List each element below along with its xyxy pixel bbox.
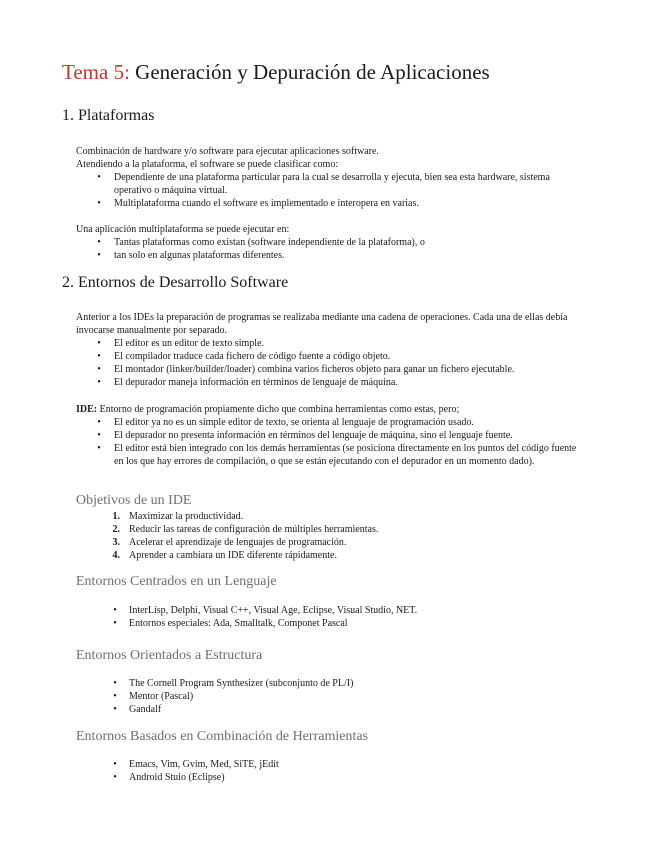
list-item: 3. Acelerar el aprendizaje de lenguajes de programación.	[76, 536, 586, 549]
bullet-icon: •	[113, 704, 117, 715]
list-item: • Dependiente de una plataforma particular para la cual se desarrolla y ejecuta, bien sea esta hardware, sistema operativo o máquina virtual.	[76, 171, 586, 197]
bullet-icon: •	[113, 759, 117, 770]
bullet-icon: •	[97, 198, 101, 209]
bullet-icon: •	[97, 430, 101, 441]
subheading-estructura: Entornos Orientados a Estructura	[76, 648, 263, 663]
bullet-list	[76, 171, 586, 210]
ide-definition: IDE: Entorno de programación propiamente dicho que combina herramientas como estas, pero;	[76, 404, 460, 415]
bullet-icon: •	[97, 364, 101, 375]
paragraph: Anterior a los IDEs la preparación de programas se realizaba mediante una cadena de operaciones. Cada una de ellas debía invocarse manualmente por separado.	[76, 312, 568, 336]
subheading-lenguaje: Entornos Centrados en un Lenguaje	[76, 574, 277, 589]
bullet-list	[76, 758, 586, 784]
list-number: 2.	[112, 524, 120, 535]
bullet-icon: •	[97, 443, 101, 454]
bullet-icon: •	[97, 377, 101, 388]
subheading-objetivos: Objetivos de un IDE	[76, 493, 192, 508]
list-item: • El montador (linker/builder/loader) combina varios ficheros objeto para ganar un fichero ejecutable.	[76, 363, 586, 376]
bullet-list	[76, 337, 586, 389]
list-item: • Tantas plataformas como existan (software independiente de la plataforma), o	[76, 236, 586, 249]
list-item: • El depurador no presenta información en términos del lenguaje de máquina, sino el lenguaje fuente.	[76, 429, 586, 442]
list-item: 4. Aprender a cambiara un IDE diferente rápidamente.	[76, 549, 586, 562]
list-item: 2. Reducir las tareas de configuración de múltiples herramientas.	[76, 523, 586, 536]
list-item: • El compilador traduce cada fichero de código fuente a código objeto.	[76, 350, 586, 363]
list-item: • InterLisp, Delphi, Visual C++, Visual Age, Eclipse, Visual Studio, NET.	[76, 604, 586, 617]
bullet-list	[76, 677, 586, 716]
bullet-icon: •	[97, 338, 101, 349]
list-number: 4.	[112, 550, 120, 561]
section-heading-plataformas: 1. Plataformas	[62, 107, 155, 124]
section-heading-entornos: 2. Entornos de Desarrollo Software	[62, 274, 289, 291]
bullet-list	[76, 236, 586, 262]
numbered-list	[76, 510, 586, 562]
title-text: Generación y Depuración de Aplicaciones	[129, 60, 490, 84]
list-item: • El depurador maneja información en términos de lenguaje de máquina.	[76, 376, 586, 389]
list-item: • Android Stuio (Eclipse)	[76, 771, 586, 784]
subheading-herramientas: Entornos Basados en Combinación de Herramientas	[76, 729, 368, 744]
bullet-icon: •	[97, 351, 101, 362]
list-item: • Gandalf	[76, 703, 586, 716]
list-number: 1.	[112, 511, 120, 522]
list-item: • Mentor (Pascal)	[76, 690, 586, 703]
list-number: 3.	[112, 537, 120, 548]
bullet-icon: •	[97, 172, 101, 183]
bullet-icon: •	[113, 618, 117, 629]
title-topic-number: Tema 5:	[62, 60, 130, 84]
bullet-icon: •	[113, 691, 117, 702]
list-item: • Emacs, Vim, Gvim, Med, SiTE, jEdit	[76, 758, 586, 771]
paragraph: Una aplicación multiplataforma se puede ejecutar en:	[76, 224, 290, 235]
paragraph: Atendiendo a la plataforma, el software se puede clasificar como:	[76, 159, 339, 170]
list-item: • Multiplataforma cuando el software es implementado e interopera en varias.	[76, 197, 586, 210]
paragraph: Combinación de hardware y/o software para ejecutar aplicaciones software.	[76, 146, 379, 157]
list-item: 1. Maximizar la productividad.	[76, 510, 586, 523]
bullet-icon: •	[97, 250, 101, 261]
list-item: • El editor es un editor de texto simple.	[76, 337, 586, 350]
bullet-icon: •	[113, 678, 117, 689]
bullet-list	[76, 604, 586, 630]
bullet-icon: •	[97, 417, 101, 428]
list-item: • Entornos especiales: Ada, Smalltalk, Componet Pascal	[76, 617, 586, 630]
bullet-icon: •	[113, 772, 117, 783]
list-item: • tan solo en algunas plataformas diferentes.	[76, 249, 586, 262]
bullet-icon: •	[97, 237, 101, 248]
document-title	[62, 60, 490, 85]
list-item: • The Cornell Program Synthesizer (subconjunto de PL/I)	[76, 677, 586, 690]
list-item: • El editor está bien integrado con los demás herramientas (se posiciona directamente en los puntos del código fuente en los que hay errores de compilación, o que se están ejecutando con el depurador en un momento dado).	[76, 442, 586, 468]
bullet-list	[76, 416, 586, 468]
ide-label: IDE:	[76, 404, 98, 415]
bullet-icon: •	[113, 605, 117, 616]
list-item: • El editor ya no es un simple editor de texto, se orienta al lenguaje de programación usado.	[76, 416, 586, 429]
